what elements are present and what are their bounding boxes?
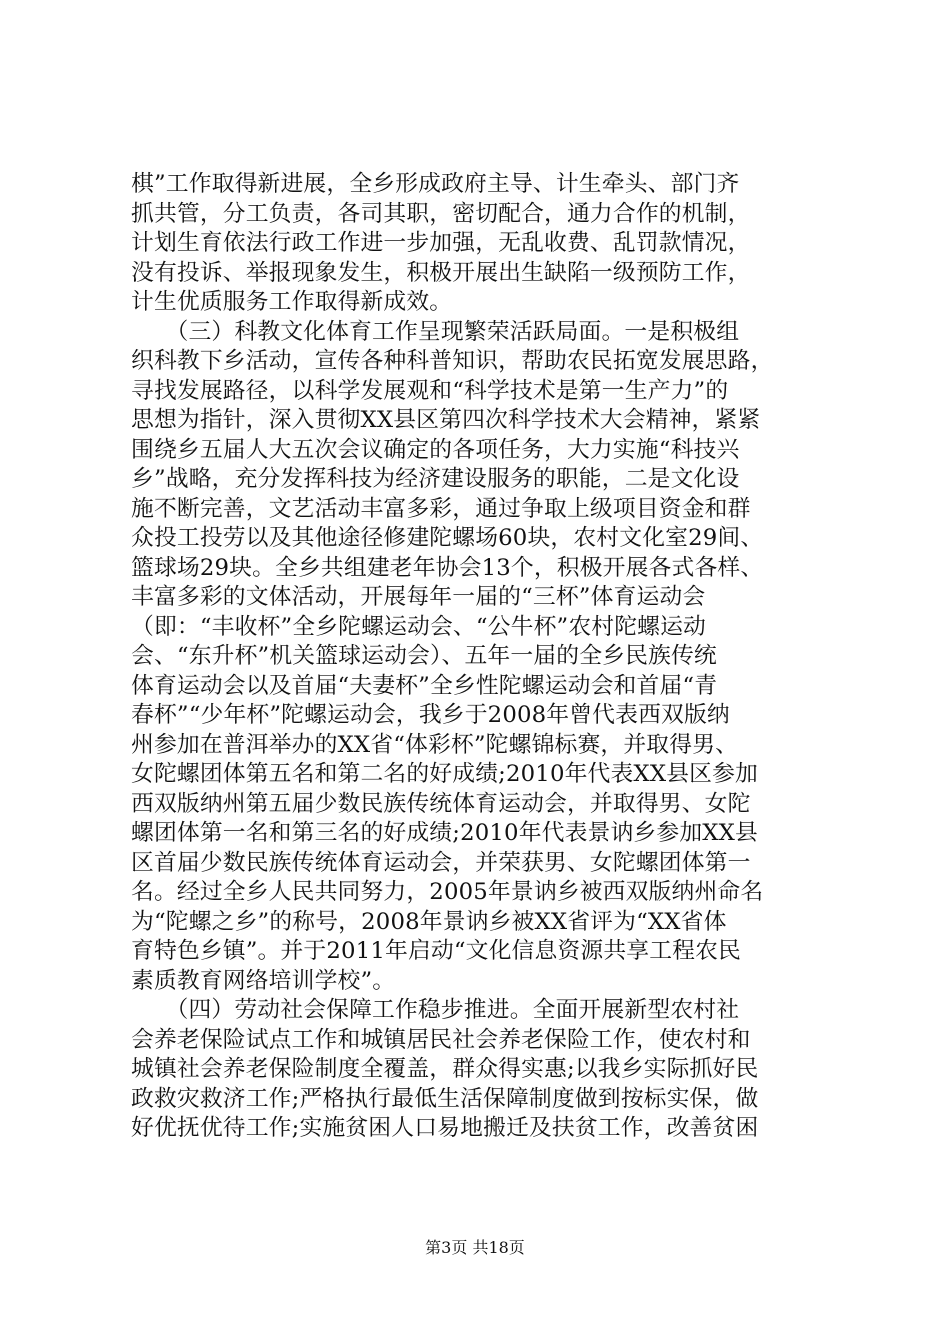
text-line: （三）科教文化体育工作呈现繁荣活跃局面。一是积极组 <box>131 318 740 345</box>
text-line: 春杯”“少年杯”陀螺运动会，我乡于2008年曾代表西双版纳 <box>131 702 730 728</box>
text-line: 篮球场29块。全乡共组建老年协会13个，积极开展各式各样、 <box>131 554 764 581</box>
text-line: 围绕乡五届人大五次会议确定的各项任务，大力实施“科技兴 <box>131 436 740 463</box>
text-line: 好优抚优待工作;实施贫困人口易地搬迁及扶贫工作，改善贫困 <box>131 1115 759 1141</box>
text-line: 乡”战略，充分发挥科技为经济建设服务的职能，二是文化设 <box>131 466 740 492</box>
text-line: 螺团体第一名和第三名的好成绩;2010年代表景讷乡参加XX县 <box>131 820 758 846</box>
text-line: 州参加在普洱举办的XX省“体彩杯”陀螺锦标赛，并取得男、 <box>131 731 739 758</box>
text-line: 众投工投劳以及其他途径修建陀螺场60块，农村文化室29间、 <box>131 525 764 551</box>
text-line: 育特色乡镇”。并于2011年启动“文化信息资源共享工程农民 <box>131 938 742 964</box>
text-line: （四）劳动社会保障工作稳步推进。全面开展新型农村社 <box>131 997 740 1023</box>
text-line: 施不断完善，文艺活动丰富多彩，通过争取上级项目资金和群 <box>131 495 751 522</box>
body-text <box>131 170 831 1144</box>
text-line: 城镇社会养老保险制度全覆盖，群众得实惠;以我乡实际抓好民 <box>131 1056 759 1082</box>
text-line: 西双版纳州第五届少数民族传统体育运动会，并取得男、女陀 <box>131 790 751 817</box>
text-line: 丰富多彩的文体活动，开展每年一届的“三杯”体育运动会 <box>131 584 706 610</box>
text-line: 织科教下乡活动，宣传各种科普知识，帮助农民拓宽发展思路， <box>131 348 774 374</box>
text-line: 名。经过全乡人民共同努力，2005年景讷乡被西双版纳州命名 <box>131 879 764 905</box>
text-line: 体育运动会以及首届“夫妻杯”全乡性陀螺运动会和首届“青 <box>131 672 718 699</box>
text-line: 区首届少数民族传统体育运动会，并荣获男、女陀螺团体第一 <box>131 849 751 876</box>
text-line: 思想为指针，深入贯彻XX县区第四次科学技术大会精神，紧紧 <box>131 407 761 433</box>
text-line: 计生优质服务工作取得新成效。 <box>131 289 453 315</box>
page-number-footer: 第3页 共18页 <box>425 1238 525 1257</box>
text-line: 会、“东升杯”机关篮球运动会）、五年一届的全乡民族传统 <box>131 643 717 669</box>
text-line: 女陀螺团体第五名和第二名的好成绩;2010年代表XX县区参加 <box>131 761 758 787</box>
text-line: 会养老保险试点工作和城镇居民社会养老保险工作，使农村和 <box>131 1026 751 1053</box>
text-line: （即：“丰收杯”全乡陀螺运动会、“公牛杯”农村陀螺运动 <box>131 613 706 640</box>
text-line: 寻找发展路径，以科学发展观和“科学技术是第一生产力”的 <box>131 377 729 404</box>
text-line: 棋”工作取得新进展，全乡形成政府主导、计生牵头、部门齐 <box>131 171 740 197</box>
text-line: 没有投诉、举报现象发生，积极开展出生缺陷一级预防工作， <box>131 259 751 286</box>
text-line: 政救灾救济工作;严格执行最低生活保障制度做到按标实保，做 <box>131 1085 759 1112</box>
text-line: 为“陀螺之乡”的称号，2008年景讷乡被XX省评为“XX省体 <box>131 908 727 935</box>
text-line: 计划生育依法行政工作进一步加强，无乱收费、乱罚款情况， <box>131 230 751 256</box>
text-line: 抓共管，分工负责，各司其职，密切配合，通力合作的机制， <box>131 200 751 227</box>
text-line: 素质教育网络培训学校”。 <box>131 967 396 994</box>
